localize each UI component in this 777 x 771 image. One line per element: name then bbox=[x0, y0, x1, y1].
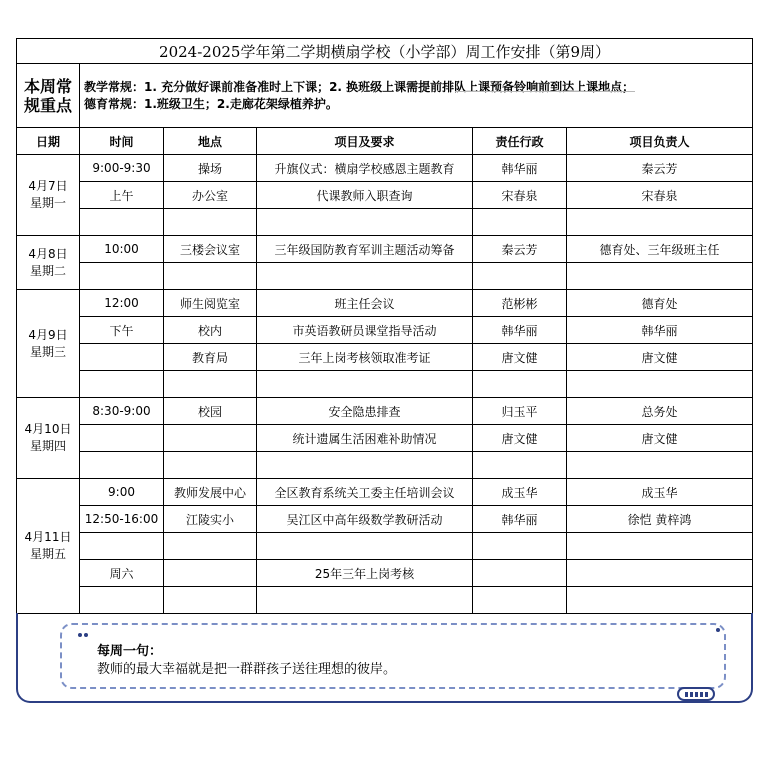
header-place: 地点 bbox=[164, 128, 257, 155]
cell-item bbox=[257, 587, 473, 614]
footer-divider bbox=[455, 91, 635, 92]
quote-text: 教师的最大幸福就是把一群群孩子送往理想的彼岸。 bbox=[97, 662, 397, 677]
cell-admin: 宋春泉 bbox=[473, 182, 567, 209]
weekday-label: 星期五 bbox=[29, 547, 66, 561]
header-admin: 责任行政 bbox=[473, 128, 567, 155]
cell-person bbox=[567, 452, 753, 479]
cell-admin: 归玉平 bbox=[473, 398, 567, 425]
header-item: 项目及要求 bbox=[257, 128, 473, 155]
cell-place bbox=[164, 371, 257, 398]
cell-time: 12:50-16:00 bbox=[80, 506, 164, 533]
cell-item bbox=[257, 263, 473, 290]
corner-dot bbox=[84, 633, 88, 637]
cell-time: 8:30-9:00 bbox=[80, 398, 164, 425]
cell-item bbox=[257, 371, 473, 398]
cell-time: 9:00 bbox=[80, 479, 164, 506]
cell-time bbox=[80, 209, 164, 236]
table-row bbox=[17, 317, 753, 344]
table-row bbox=[17, 236, 753, 263]
cell-place bbox=[164, 209, 257, 236]
cell-person bbox=[567, 371, 753, 398]
weekday-label: 星期三 bbox=[29, 344, 66, 359]
cell-person: 德育处、三年级班主任 bbox=[567, 236, 753, 263]
cell-time: 12:00 bbox=[80, 290, 164, 317]
cell-item: 升旗仪式：横扇学校感恩主题教育 bbox=[257, 155, 473, 182]
weekday-label: 星期二 bbox=[29, 263, 66, 278]
cell-item: 市英语教研员课堂指导活动 bbox=[257, 317, 473, 344]
cell-person: 宋春泉 bbox=[567, 182, 753, 209]
day-date-cell bbox=[17, 290, 80, 398]
cell-item: 统计遗属生活困难补助情况 bbox=[257, 425, 473, 452]
table-header-row bbox=[17, 128, 753, 155]
day-date-cell bbox=[17, 479, 80, 614]
cell-person: 韩华丽 bbox=[567, 317, 753, 344]
weekly-focus-label: 本周常规重点 bbox=[17, 64, 80, 128]
table-row bbox=[17, 182, 753, 209]
cell-person: 唐文健 bbox=[567, 425, 753, 452]
cell-time: 下午 bbox=[80, 317, 164, 344]
cell-place bbox=[164, 452, 257, 479]
weekly-focus-content bbox=[80, 64, 753, 128]
cell-place: 校园 bbox=[164, 398, 257, 425]
table-row bbox=[17, 452, 753, 479]
cell-time bbox=[80, 452, 164, 479]
date-label: 4月11日 bbox=[24, 530, 72, 544]
table-row bbox=[17, 587, 753, 614]
table-row bbox=[17, 425, 753, 452]
cell-item: 全区教育系统关工委主任培训会议 bbox=[257, 479, 473, 506]
date-label: 4月8日 bbox=[28, 246, 68, 261]
cell-item: 三年级国防教育军训主题活动筹备 bbox=[257, 236, 473, 263]
cell-place: 三楼会议室 bbox=[164, 236, 257, 263]
corner-dot bbox=[78, 633, 82, 637]
cell-place: 教育局 bbox=[164, 344, 257, 371]
teaching-routine: 教学常规：1. 充分做好课前准备准时上下课；2. 换班级上课需提前排队上课预备铃响前到达上课地点； bbox=[84, 79, 635, 94]
table-row bbox=[17, 290, 753, 317]
table-row bbox=[17, 533, 753, 560]
cell-admin: 韩华丽 bbox=[473, 155, 567, 182]
header-person: 项目负责人 bbox=[567, 128, 753, 155]
table-row bbox=[17, 209, 753, 236]
cell-item: 三年上岗考核领取准考证 bbox=[257, 344, 473, 371]
cell-place: 办公室 bbox=[164, 182, 257, 209]
cell-person: 唐文健 bbox=[567, 344, 753, 371]
cell-admin bbox=[473, 209, 567, 236]
quote-title: 每周一句： bbox=[97, 644, 163, 659]
cell-place bbox=[164, 263, 257, 290]
cell-person bbox=[567, 587, 753, 614]
cell-person bbox=[567, 263, 753, 290]
cell-place: 师生阅览室 bbox=[164, 290, 257, 317]
cell-person: 徐恺 黄梓鸿 bbox=[567, 506, 753, 533]
table-row bbox=[17, 479, 753, 506]
cell-admin bbox=[473, 587, 567, 614]
cell-place bbox=[164, 560, 257, 587]
cell-admin bbox=[473, 263, 567, 290]
cell-time: 上午 bbox=[80, 182, 164, 209]
cell-admin: 唐文健 bbox=[473, 344, 567, 371]
weekday-label: 星期一 bbox=[29, 196, 66, 210]
cell-admin: 韩华丽 bbox=[473, 317, 567, 344]
day-date-cell bbox=[17, 398, 80, 479]
cell-item: 安全隐患排查 bbox=[257, 398, 473, 425]
cell-place: 校内 bbox=[164, 317, 257, 344]
cell-person: 总务处 bbox=[567, 398, 753, 425]
cell-admin bbox=[473, 371, 567, 398]
header-time: 时间 bbox=[80, 128, 164, 155]
header-date: 日期 bbox=[17, 128, 80, 155]
cell-place: 教师发展中心 bbox=[164, 479, 257, 506]
cell-time bbox=[80, 425, 164, 452]
cell-place bbox=[164, 533, 257, 560]
cell-time bbox=[80, 344, 164, 371]
cell-person bbox=[567, 560, 753, 587]
weekly-quote-box bbox=[16, 613, 754, 705]
cell-admin: 唐文健 bbox=[473, 425, 567, 452]
day-date-cell bbox=[17, 236, 80, 290]
cell-person bbox=[567, 209, 753, 236]
corner-dot bbox=[716, 628, 720, 632]
cell-time: 10:00 bbox=[80, 236, 164, 263]
table-row bbox=[17, 155, 753, 182]
cell-person bbox=[567, 533, 753, 560]
cell-item: 班主任会议 bbox=[257, 290, 473, 317]
cell-person: 德育处 bbox=[567, 290, 753, 317]
cell-time bbox=[80, 587, 164, 614]
cell-item bbox=[257, 452, 473, 479]
cell-admin bbox=[473, 560, 567, 587]
cell-item: 吴江区中高年级数学教研活动 bbox=[257, 506, 473, 533]
date-label: 4月7日 bbox=[28, 179, 68, 193]
cell-item bbox=[257, 533, 473, 560]
cell-item: 25年三年上岗考核 bbox=[257, 560, 473, 587]
moral-routine: 德育常规：1.班级卫生；2.走廊花架绿植养护。 bbox=[84, 96, 338, 111]
speech-bubble-icon bbox=[676, 686, 716, 702]
cell-admin: 韩华丽 bbox=[473, 506, 567, 533]
cell-place: 操场 bbox=[164, 155, 257, 182]
cell-time bbox=[80, 371, 164, 398]
table-row bbox=[17, 398, 753, 425]
cell-person: 秦云芳 bbox=[567, 155, 753, 182]
cell-admin: 范彬彬 bbox=[473, 290, 567, 317]
cell-item bbox=[257, 209, 473, 236]
page-title: 2024-2025学年第二学期横扇学校（小学部）周工作安排（第9周） bbox=[17, 39, 753, 64]
schedule-table bbox=[16, 38, 753, 614]
date-label: 4月9日 bbox=[28, 327, 68, 342]
cell-person: 成玉华 bbox=[567, 479, 753, 506]
cell-admin: 成玉华 bbox=[473, 479, 567, 506]
cell-time bbox=[80, 263, 164, 290]
schedule-sheet bbox=[16, 38, 752, 614]
weekday-label: 星期四 bbox=[29, 439, 66, 453]
table-row bbox=[17, 560, 753, 587]
cell-time: 周六 bbox=[80, 560, 164, 587]
cell-admin bbox=[473, 533, 567, 560]
cell-place bbox=[164, 425, 257, 452]
table-row bbox=[17, 263, 753, 290]
cell-admin: 秦云芳 bbox=[473, 236, 567, 263]
day-date-cell bbox=[17, 155, 80, 236]
cell-time: 9:00-9:30 bbox=[80, 155, 164, 182]
table-row bbox=[17, 506, 753, 533]
date-label: 4月10日 bbox=[24, 422, 72, 436]
cell-item: 代课教师入职查询 bbox=[257, 182, 473, 209]
cell-place bbox=[164, 587, 257, 614]
table-row bbox=[17, 344, 753, 371]
table-row bbox=[17, 371, 753, 398]
cell-place: 江陵实小 bbox=[164, 506, 257, 533]
cell-admin bbox=[473, 452, 567, 479]
cell-time bbox=[80, 533, 164, 560]
